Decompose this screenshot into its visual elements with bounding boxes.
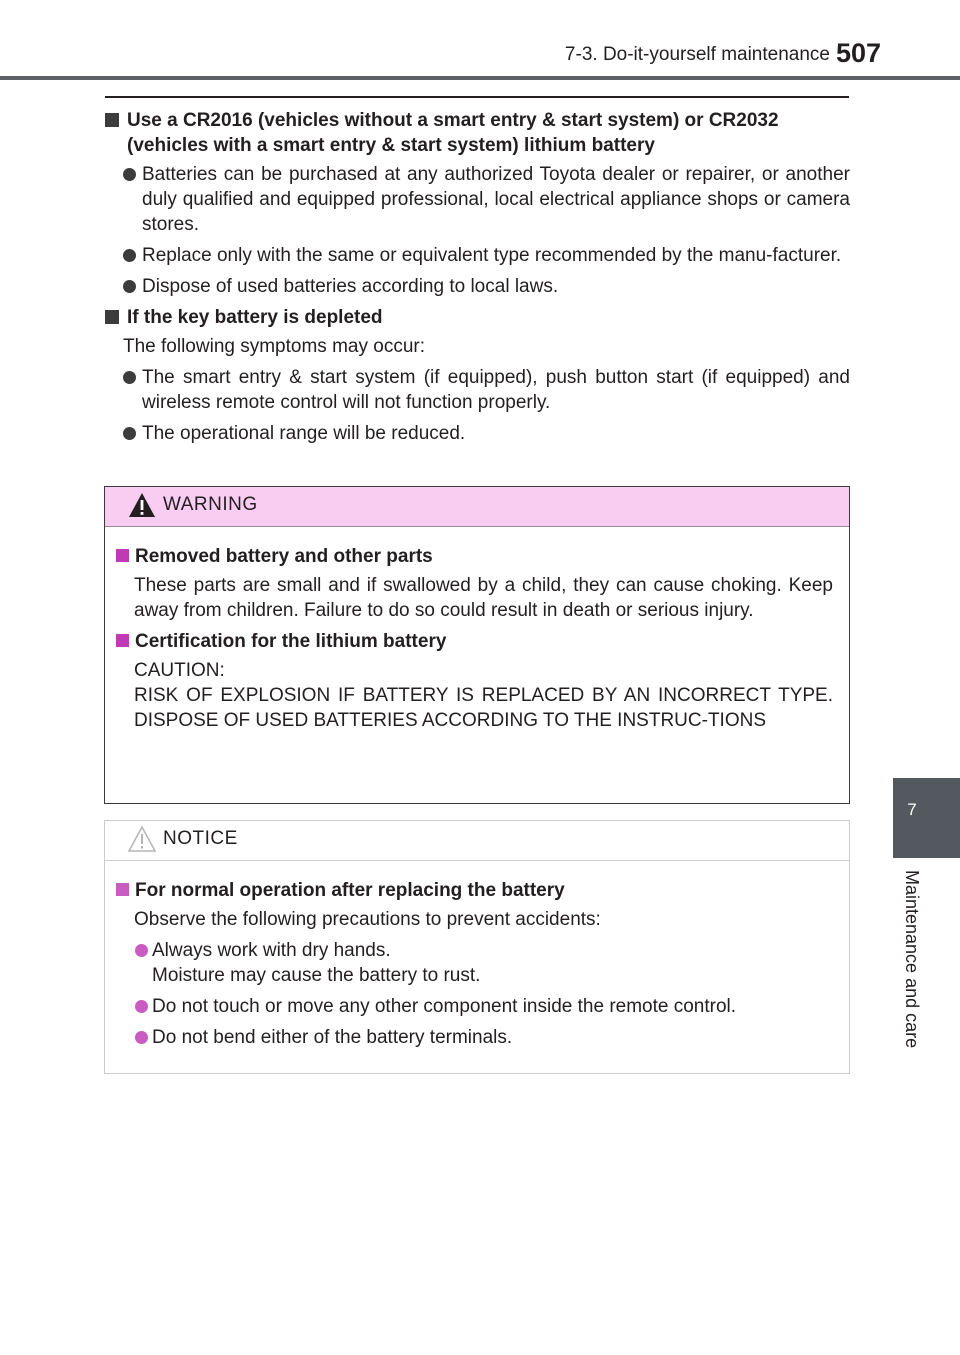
list-item-text: Dispose of used batteries according to local laws. [142,276,559,297]
chapter-label: Maintenance and care [902,870,922,1049]
section-title: 7-3. Do-it-yourself maintenance [564,44,830,65]
list-item [109,1025,833,1050]
square-bullet-icon [116,634,129,647]
list-item-text: Do not touch or move any other component inside the remote control. [152,996,737,1017]
chapter-number: 7 [907,800,917,819]
notice-box [104,820,850,1074]
main-content [105,108,850,452]
notice-title: NOTICE [163,828,238,849]
list-item [109,938,833,988]
square-bullet-icon [116,549,129,562]
notice-header [105,821,849,861]
list-item-text: Always work with dry hands. [152,940,391,961]
heading-text: Certification for the lithium battery [135,631,447,652]
list-item [105,162,850,237]
list-item [109,994,833,1019]
warning-heading-parts [109,544,833,569]
warning-title: WARNING [163,494,258,515]
page-number: 507 [836,38,882,68]
list-item [105,243,850,268]
square-bullet-icon [116,883,129,896]
round-bullet-icon [123,280,136,293]
paragraph: These parts are small and if swallowed by a child, they can cause choking. Keep away from children. Failure to do so could result in death or serious injury. [134,575,833,621]
heading-battery-type [105,108,850,158]
round-bullet-icon [123,249,136,262]
paragraph: Observe the following precautions to prevent accidents: [134,909,601,930]
notice-triangle-icon [127,825,157,853]
warning-box [104,486,850,804]
top-rule [105,96,849,98]
notice-body [105,861,849,1050]
paragraph: The following symptoms may occur: [123,336,425,357]
list-item [105,274,850,299]
caution-label: CAUTION: [134,660,225,681]
warning-header [105,487,849,527]
header-bar [0,76,960,80]
round-bullet-icon [123,427,136,440]
list-item-text: Batteries can be purchased at any authorized Toyota dealer or repairer, or another duly qualified and equipped professional, local electrical appliance shops or camera stores. [142,164,850,235]
list-item-text: Replace only with the same or equivalent type recommended by the manu-facturer. [142,245,842,266]
warning-triangle-icon [127,491,157,519]
square-bullet-icon [105,113,119,127]
round-bullet-icon [123,371,136,384]
list-item-text: Moisture may cause the battery to rust. [152,965,481,986]
round-bullet-icon [135,1000,148,1013]
square-bullet-icon [105,310,119,324]
heading-text: Removed battery and other parts [135,546,433,567]
list-item [105,421,850,446]
notice-heading [109,878,833,903]
heading-text: For normal operation after replacing the battery [135,880,565,901]
list-item [105,365,850,415]
round-bullet-icon [135,944,148,957]
heading-text: Use a CR2016 (vehicles without a smart entry & start system) or CR2032 (vehicles with a smart entry & start system) lithium battery [127,110,779,156]
round-bullet-icon [123,168,136,181]
round-bullet-icon [135,1031,148,1044]
caution-text: RISK OF EXPLOSION IF BATTERY IS REPLACED BY AN INCORRECT TYPE. DISPOSE OF USED BATTERIES ACCORDING TO THE INSTRUC-TIONS [134,685,833,731]
list-item-text: The smart entry & start system (if equipped), push button start (if equipped) and wireless remote control will not function properly. [142,367,850,413]
warning-body [105,527,849,733]
warning-heading-certification [109,629,833,654]
list-item-text: Do not bend either of the battery terminals. [152,1027,513,1048]
list-item-text: The operational range will be reduced. [142,423,466,444]
heading-battery-depleted [105,305,850,330]
heading-text: If the key battery is depleted [127,307,383,328]
